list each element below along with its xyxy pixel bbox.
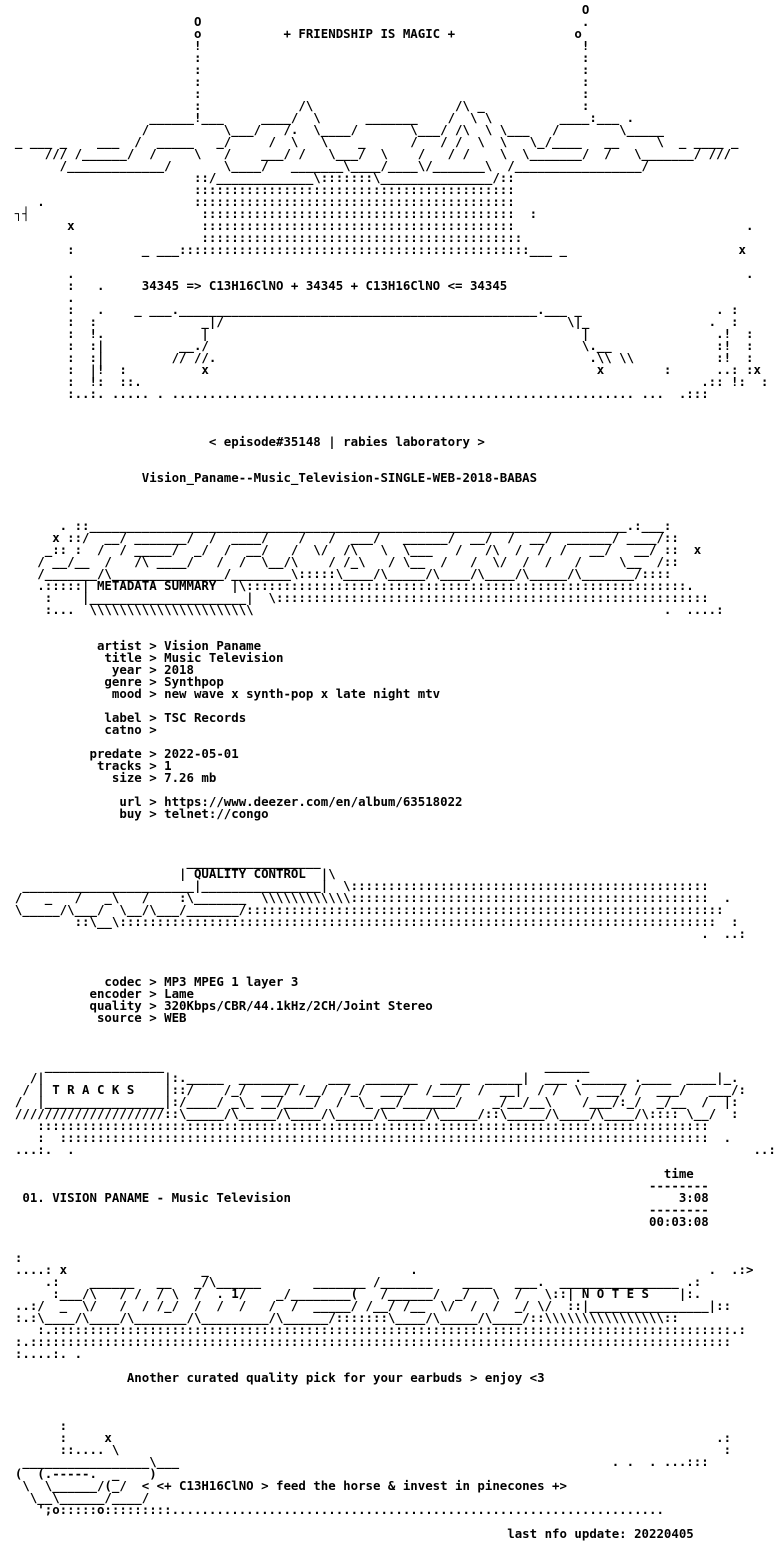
nfo-line bbox=[0, 1228, 648, 1240]
nfo-line: : !: ::. .:: !: : bbox=[0, 374, 769, 389]
nfo-line: : : bbox=[0, 74, 590, 89]
nfo-line bbox=[0, 448, 648, 460]
nfo-line: ________________ ______ bbox=[0, 1058, 590, 1073]
nfo-line: .: ______ __ _/\______ _______ /_______ ____ ___. ________________ .: bbox=[0, 1274, 702, 1289]
nfo-line: -------- bbox=[0, 1202, 709, 1217]
nfo-line: url > https://www.deezer.com/en/album/63518022 bbox=[0, 794, 463, 809]
nfo-line: . ::________________________________________________________________________.:___: bbox=[0, 518, 672, 533]
nfo-line: quality > 320Kbps/CBR/44.1kHz/2CH/Joint Stereo bbox=[0, 998, 433, 1013]
nfo-line: \_____/\___/ \__/\___/_______/:::::::::::::::::::::::::::::::::::::::::::::::::::::::::::::::: bbox=[0, 902, 724, 917]
nfo-line: _ ___ _ ___ / _____ _/ / \ \ _ / / / \ \ \_/____ __ \ _ ____ _ bbox=[0, 134, 739, 149]
nfo-line: : :| __./ \.__ :! : bbox=[0, 338, 754, 353]
nfo-line: /// /______/ / \ / ___/ / \___/ \ / / / \ \_______/ / \_______/ /// bbox=[0, 146, 732, 161]
nfo-line: / __/__ / /\ ____/ / / \__/\ / /_\ / \__ / / \/ / / / \__ /:: bbox=[0, 554, 679, 569]
nfo-line: _________________\___ . . . ...::: bbox=[0, 1454, 709, 1469]
nfo-line: ( (.-----. _ ) bbox=[0, 1466, 157, 1481]
nfo-line: 01. VISION PANAME - Music Television 3:08 bbox=[0, 1190, 709, 1205]
nfo-line: .:::::| METADATA SUMMARY |\:::::::::::::::::::::::::::::::::::::::::::::::::::::::::::. bbox=[0, 578, 694, 593]
nfo-line: _:: : / / _____/ _/ / __/ / \/ /\ \ \___ / /\ / / / __/ __/ :: x bbox=[0, 542, 702, 557]
nfo-line: Vision_Paname--Music_Television-SINGLE-WEB-2018-BABAS bbox=[0, 470, 538, 485]
nfo-line: : ::::::::::::::::::::::::::::::::::::::::::::::::::::::::::::::::::::::::::::::::::::::: . bbox=[0, 1130, 732, 1145]
nfo-line: O . bbox=[0, 14, 590, 29]
nfo-line: ::::::::::::::::::::::::::::::::::::::::::: bbox=[0, 230, 523, 245]
nfo-line: : . 34345 => C13H16ClNO + 34345 + C13H16ClNO <= 34345 bbox=[0, 278, 508, 293]
nfo-line: year > 2018 bbox=[0, 662, 194, 677]
nfo-text bbox=[0, 2, 776, 1541]
nfo-line: :..:. ..... . .............................................................. ... .::: bbox=[0, 386, 709, 401]
nfo-line: . . bbox=[0, 266, 754, 281]
nfo-line: mood > new wave x synth-pop x late night mtv bbox=[0, 686, 441, 701]
nfo-line: : bbox=[0, 1418, 68, 1433]
nfo-line: time bbox=[0, 1166, 694, 1181]
nfo-line: ....: x _ . . .:> bbox=[0, 1262, 754, 1277]
nfo-line bbox=[0, 1408, 648, 1420]
nfo-line: / | T R A C K S |::/ /_/ ___/ /__/ /_/ ___/ /___/ / __| / / \ ___/ / ___/ ___/: bbox=[0, 1082, 746, 1097]
nfo-line bbox=[0, 1024, 648, 1036]
nfo-line: :___/\ / / / \ / . 1/ _/________( /______/ _/ \ / \::| N O T E S |:. bbox=[0, 1286, 702, 1301]
nfo-line: __________________ bbox=[0, 854, 321, 869]
nfo-line: o + FRIENDSHIP IS MAGIC + o bbox=[0, 26, 582, 41]
nfo-line: : |_____________________| \:::::::::::::::::::::::::::::::::::::::::::::::::::::::::: bbox=[0, 590, 709, 605]
nfo-line: ..:/ _ \/ / / /_/ / / / / / _____/ /__/ /__ \/ / / _/ \/ ::|________________|:: bbox=[0, 1298, 732, 1313]
nfo-line: x ::/ __/ _______/ / ____/ / / ___/ ______/ __/ / __/ ______/ ____/:: bbox=[0, 530, 679, 545]
nfo-line: \__\______/____/ bbox=[0, 1490, 150, 1505]
nfo-line: :... \\\\\\\\\\\\\\\\\\\\\\ . ....: bbox=[0, 602, 724, 617]
nfo-line: /_____________/ \____/ _______\____/____\/_______\ /_________________/ bbox=[0, 158, 650, 173]
nfo-line: : . _ ___.________________________________________________.___ _ . : bbox=[0, 302, 739, 317]
nfo-line: . ::::::::::::::::::::::::::::::::::::::::::: bbox=[0, 194, 515, 209]
nfo-line: ...:. . ..: bbox=[0, 1142, 776, 1157]
nfo-line: : |! : x x : ..: :x bbox=[0, 362, 761, 377]
nfo-line: : :| // //. .\\ \\ :! : bbox=[0, 350, 754, 365]
nfo-line bbox=[0, 1384, 648, 1396]
nfo-line: last nfo update: 20220405 bbox=[0, 1526, 694, 1541]
nfo-line: tracks > 1 bbox=[0, 758, 172, 773]
nfo-line: O bbox=[0, 2, 590, 17]
nfo-line: < episode#35148 | rabies laboratory > bbox=[0, 434, 485, 449]
nfo-line: genre > Synthpop bbox=[0, 674, 224, 689]
nfo-line: -------- bbox=[0, 1178, 709, 1193]
nfo-line: : !. | | .! : bbox=[0, 326, 754, 341]
nfo-line bbox=[0, 1036, 648, 1048]
nfo-line: x :::::::::::::::::::::::::::::::::::::::::: . bbox=[0, 218, 754, 233]
nfo-line: codec > MP3 MPEG 1 layer 3 bbox=[0, 974, 299, 989]
nfo-line: ::.... \ : bbox=[0, 1442, 732, 1457]
nfo-line: 00:03:08 bbox=[0, 1214, 709, 1229]
nfo-line: : x .: bbox=[0, 1430, 732, 1445]
nfo-line: / \___/ /. \____/ \___/ /\ \ \___ / \_____ bbox=[0, 122, 664, 137]
nfo-line: :....:. . bbox=[0, 1346, 83, 1361]
nfo-line: catno > bbox=[0, 722, 157, 737]
nfo-line: :::::::::::::::::::::::::::::::::::::::::::::::::::::::::::::::::::::::::::::::::::::::::: bbox=[0, 1118, 709, 1133]
nfo-line: :.:\____/\____/\_______/\_________/\______/:::::::\____/\_____/\____/::\\\\\\\\\\\\\\\\:: bbox=[0, 1310, 679, 1325]
nfo-line: | QUALITY CONTROL |\ bbox=[0, 866, 336, 881]
nfo-line: / _ / _\ / :\_______ \\\\\\\\\\\\:::::::::::::::::::::::::::::::::::::::::::::::: . bbox=[0, 890, 732, 905]
nfo-line: ////////////////////::\_____/\_____/\____/\_____/\_____/\_____/::\_____/\____/\____/\:::: \__/ : bbox=[0, 1106, 739, 1121]
nfo-line: ! ! bbox=[0, 38, 590, 53]
nfo-line: /_______/\_______________/________\:::::\____/\_____/\____/\____/\_____/\_______/:::: bbox=[0, 566, 672, 581]
nfo-line bbox=[0, 412, 648, 424]
nfo-line: ::\__\:::::::::::::::::::::::::::::::::::::::::::::::::::::::::::::::::::::::::::::::: : bbox=[0, 914, 739, 929]
nfo-line bbox=[0, 1396, 648, 1408]
nfo-line bbox=[0, 952, 648, 964]
nfo-line: encoder > Lame bbox=[0, 986, 194, 1001]
nfo-line: label > TSC Records bbox=[0, 710, 247, 725]
nfo-line bbox=[0, 400, 648, 412]
nfo-line: artist > Vision Paname bbox=[0, 638, 262, 653]
nfo-line: ::/_____________\:::::::\_______________/:: bbox=[0, 170, 515, 185]
nfo-line bbox=[0, 1240, 648, 1252]
nfo-line bbox=[0, 616, 648, 628]
nfo-line: ';o:::::o:::::::::.................................................................. bbox=[0, 1502, 664, 1517]
nfo-line: / |________________|:/____/ _\_ __/____/ / \_ __/_______/ _/__/__\ /___/:_/ _/__ / |: bbox=[0, 1094, 739, 1109]
nfo-line: size > 7.26 mb bbox=[0, 770, 217, 785]
nfo-line: : _ ___:::::::::::::::::::::::::::::::::::::::::::::::___ _ x bbox=[0, 242, 746, 257]
nfo-line: : : bbox=[0, 62, 590, 77]
nfo-line: \ \______/(_/ < <+ C13H16ClNO > feed the horse & invest in pinecones +> bbox=[0, 1478, 567, 1493]
nfo-line: predate > 2022-05-01 bbox=[0, 746, 239, 761]
nfo-line: ______!___ ____/ \ _______ / \ \ ____:___ . bbox=[0, 110, 635, 125]
nfo-line: _______________________|________________| \:::::::::::::::::::::::::::::::::::::::::::::::: bbox=[0, 878, 709, 893]
nfo-line: ┐┤ :::::::::::::::::::::::::::::::::::::::::: : bbox=[0, 206, 538, 221]
nfo-line: : : bbox=[0, 50, 590, 65]
nfo-line: . ..: bbox=[0, 926, 746, 941]
nfo-line bbox=[0, 496, 648, 508]
nfo-line: : : bbox=[0, 86, 590, 101]
nfo-line: source > WEB bbox=[0, 1010, 187, 1025]
nfo-line: buy > telnet://congo bbox=[0, 806, 269, 821]
nfo-line: title > Music Television bbox=[0, 650, 284, 665]
nfo-line bbox=[0, 820, 648, 832]
nfo-line bbox=[0, 940, 648, 952]
nfo-line: :.:::::::::::::::::::::::::::::::::::::::::::::::::::::::::::::::::::::::::::::::::::::::::::::: bbox=[0, 1334, 732, 1349]
nfo-line: /| |:._____ ________ ___ _______ ____ _____| ___ .______ .____ ____|_. bbox=[0, 1070, 739, 1085]
nfo-line: : : _|/ \|_ . : bbox=[0, 314, 739, 329]
nfo-line: Another curated quality pick for your earbuds > enjoy <3 bbox=[0, 1370, 545, 1385]
nfo-line: : bbox=[0, 1250, 23, 1265]
nfo-line bbox=[0, 832, 648, 844]
nfo-line: :.:::::::::::::::::::::::::::::::::::::::::::::::::::::::::::::::::::::::::::::::::::::::::::.: bbox=[0, 1322, 746, 1337]
nfo-line bbox=[0, 484, 648, 496]
nfo-line: : /\ /\ _ : bbox=[0, 98, 590, 113]
nfo-line: ::::::::::::::::::::::::::::::::::::::::::: bbox=[0, 182, 515, 197]
nfo-line: . bbox=[0, 290, 75, 305]
